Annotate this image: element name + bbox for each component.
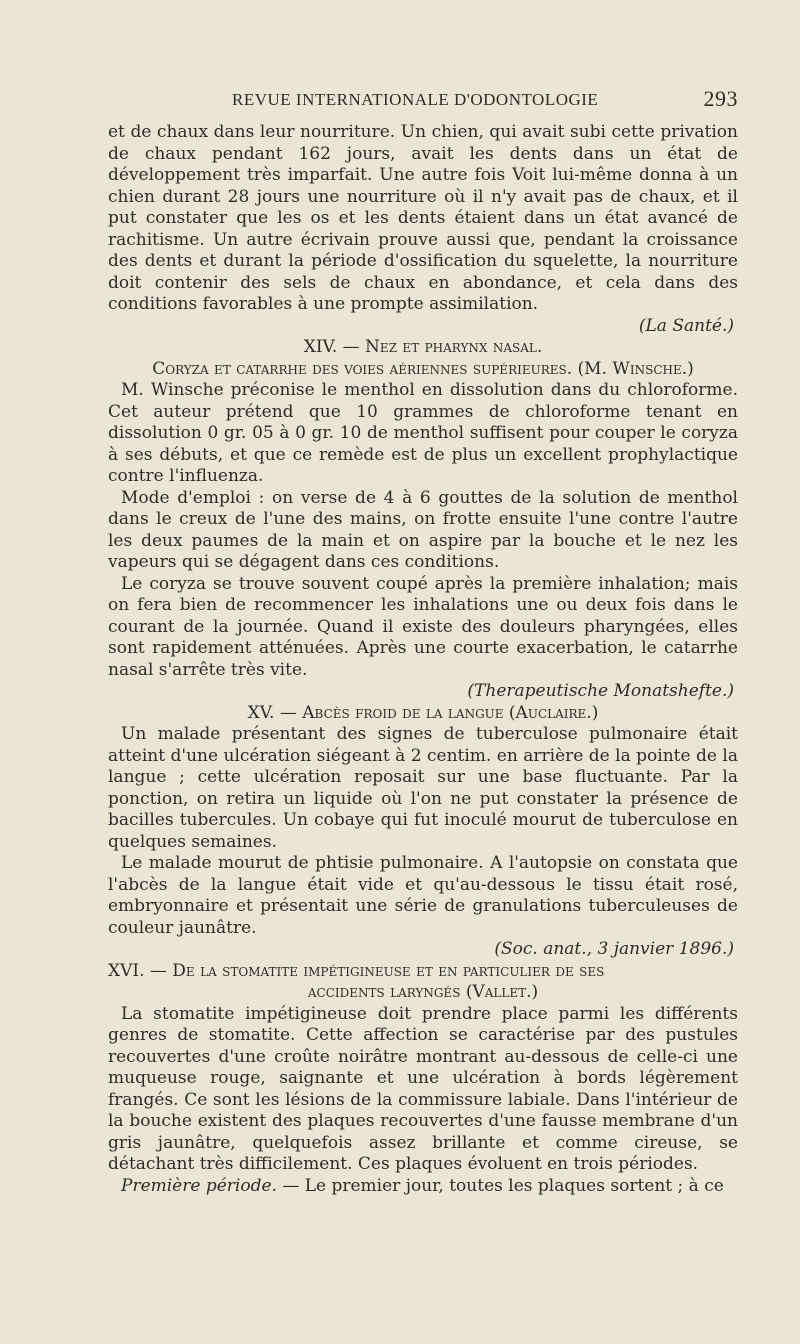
paragraph: Le malade mourut de phtisie pulmonaire. A l'autopsie on constata que l'abcès de la langue était vide et qu'au-dessous le tissu était rosé, embryonnaire et présentait une série de granulations tuberculeuses de couleur jaunâtre. <box>108 853 738 938</box>
period-text: — Le premier jour, toutes les plaques sortent ; à ce <box>276 1175 724 1196</box>
intro-paragraph: et de chaux dans leur nourriture. Un chien, qui avait subi cette privation de chaux pendant 162 jours, avait les dents dans un état de développement très imparfait. Une autre fois Voit lui-même donna à un chien durant 28 jours une nourriture où il n'y avait pas de chaux, et il put constater que les os et les dents étaient dans un état avancé de rachitisme. Un autre écrivain prouve aussi que, pendant la croissance des dents et durant la période d'ossification du squelette, la nourriture doit contenir des sels de chaux en abondance, et cela dans des conditions favorables à une prompte assimilation. <box>108 122 738 314</box>
paragraph: Mode d'emploi : on verse de 4 à 6 gouttes de la solution de menthol dans le creux de l'une des mains, on frotte ensuite l'une contre l'autre les deux paumes de la main et on aspire par la bouche et le nez les vapeurs qui se dégagent dans ces conditions. <box>108 487 738 572</box>
period-label: Première période. <box>121 1175 277 1196</box>
paragraph: M. Winsche préconise le menthol en dissolution dans du chloroforme. Cet auteur prétend que 10 grammes de chloroforme tenant en dissolution 0 gr. 05 à 0 gr. 10 de menthol suffisent pour couper le coryza à ses débuts, et que ce remède est de plus un excellent prophylactique contre l'influenza. <box>108 380 738 486</box>
source-citation: (Therapeutische Monatshefte.) <box>467 681 734 701</box>
paragraph <box>108 1176 738 1198</box>
article-title: Coryza et catarrhe des voies aériennes supérieures. (M. Winsche.) <box>152 358 694 379</box>
section-heading: XV. — Abcès froid de la langue (Auclaire.) <box>247 702 599 723</box>
paragraph: Le coryza se trouve souvent coupé après la première inhalation; mais on fera bien de recommencer les inhalations une ou deux fois dans le courant de la journée. Quand il existe des douleurs pharyngées, elles sont rapidement atténuées. Après une courte exacerbation, le catarrhe nasal s'arrête très vite. <box>108 573 738 680</box>
paragraph: Un malade présentant des signes de tuberculose pulmonaire était atteint d'une ulcération siégeant à 2 centim. en arrière de la pointe de la langue ; cette ulcération reposait sur une base fluctuante. Par la ponction, on retira un liquide où l'on ne put constater la présence de bacilles tubercules. Un cobaye qui fut inoculé mourut de tuberculose en quelques semaines. <box>108 724 738 852</box>
paragraph: La stomatite impétigineuse doit prendre place parmi les différents genres de stomatite. Cette affection se caractérise par des pustules recouvertes d'une croûte noirâtre montrant au-dessous de celle-ci une muqueuse rouge, saignante et une ulcération à bords légèrement frangés. Ce sont les lésions de la commissure labiale. Dans l'intérieur de la bouche existent des plaques recouvertes d'une fausse membrane d'un gris jaunâtre, quelquefois assez brillante et comme cireuse, se détachant très difficilement. Ces plaques évoluent en trois périodes. <box>108 1003 738 1174</box>
section-heading: XVI. — De la stomatite impétigineuse et en particulier de ses <box>108 960 605 981</box>
section-heading-continued: accidents laryngés (Vallet.) <box>307 982 539 1002</box>
source-citation: (La Santé.) <box>638 315 734 336</box>
section-heading: XIV. — Nez et pharynx nasal. <box>303 337 543 357</box>
page-number: 293 <box>703 86 738 111</box>
body-text <box>108 122 738 1197</box>
journal-title: REVUE INTERNATIONALE D'ODONTOLOGIE <box>232 90 599 109</box>
source-citation: (Soc. anat., 3 janvier 1896.) <box>494 939 734 959</box>
